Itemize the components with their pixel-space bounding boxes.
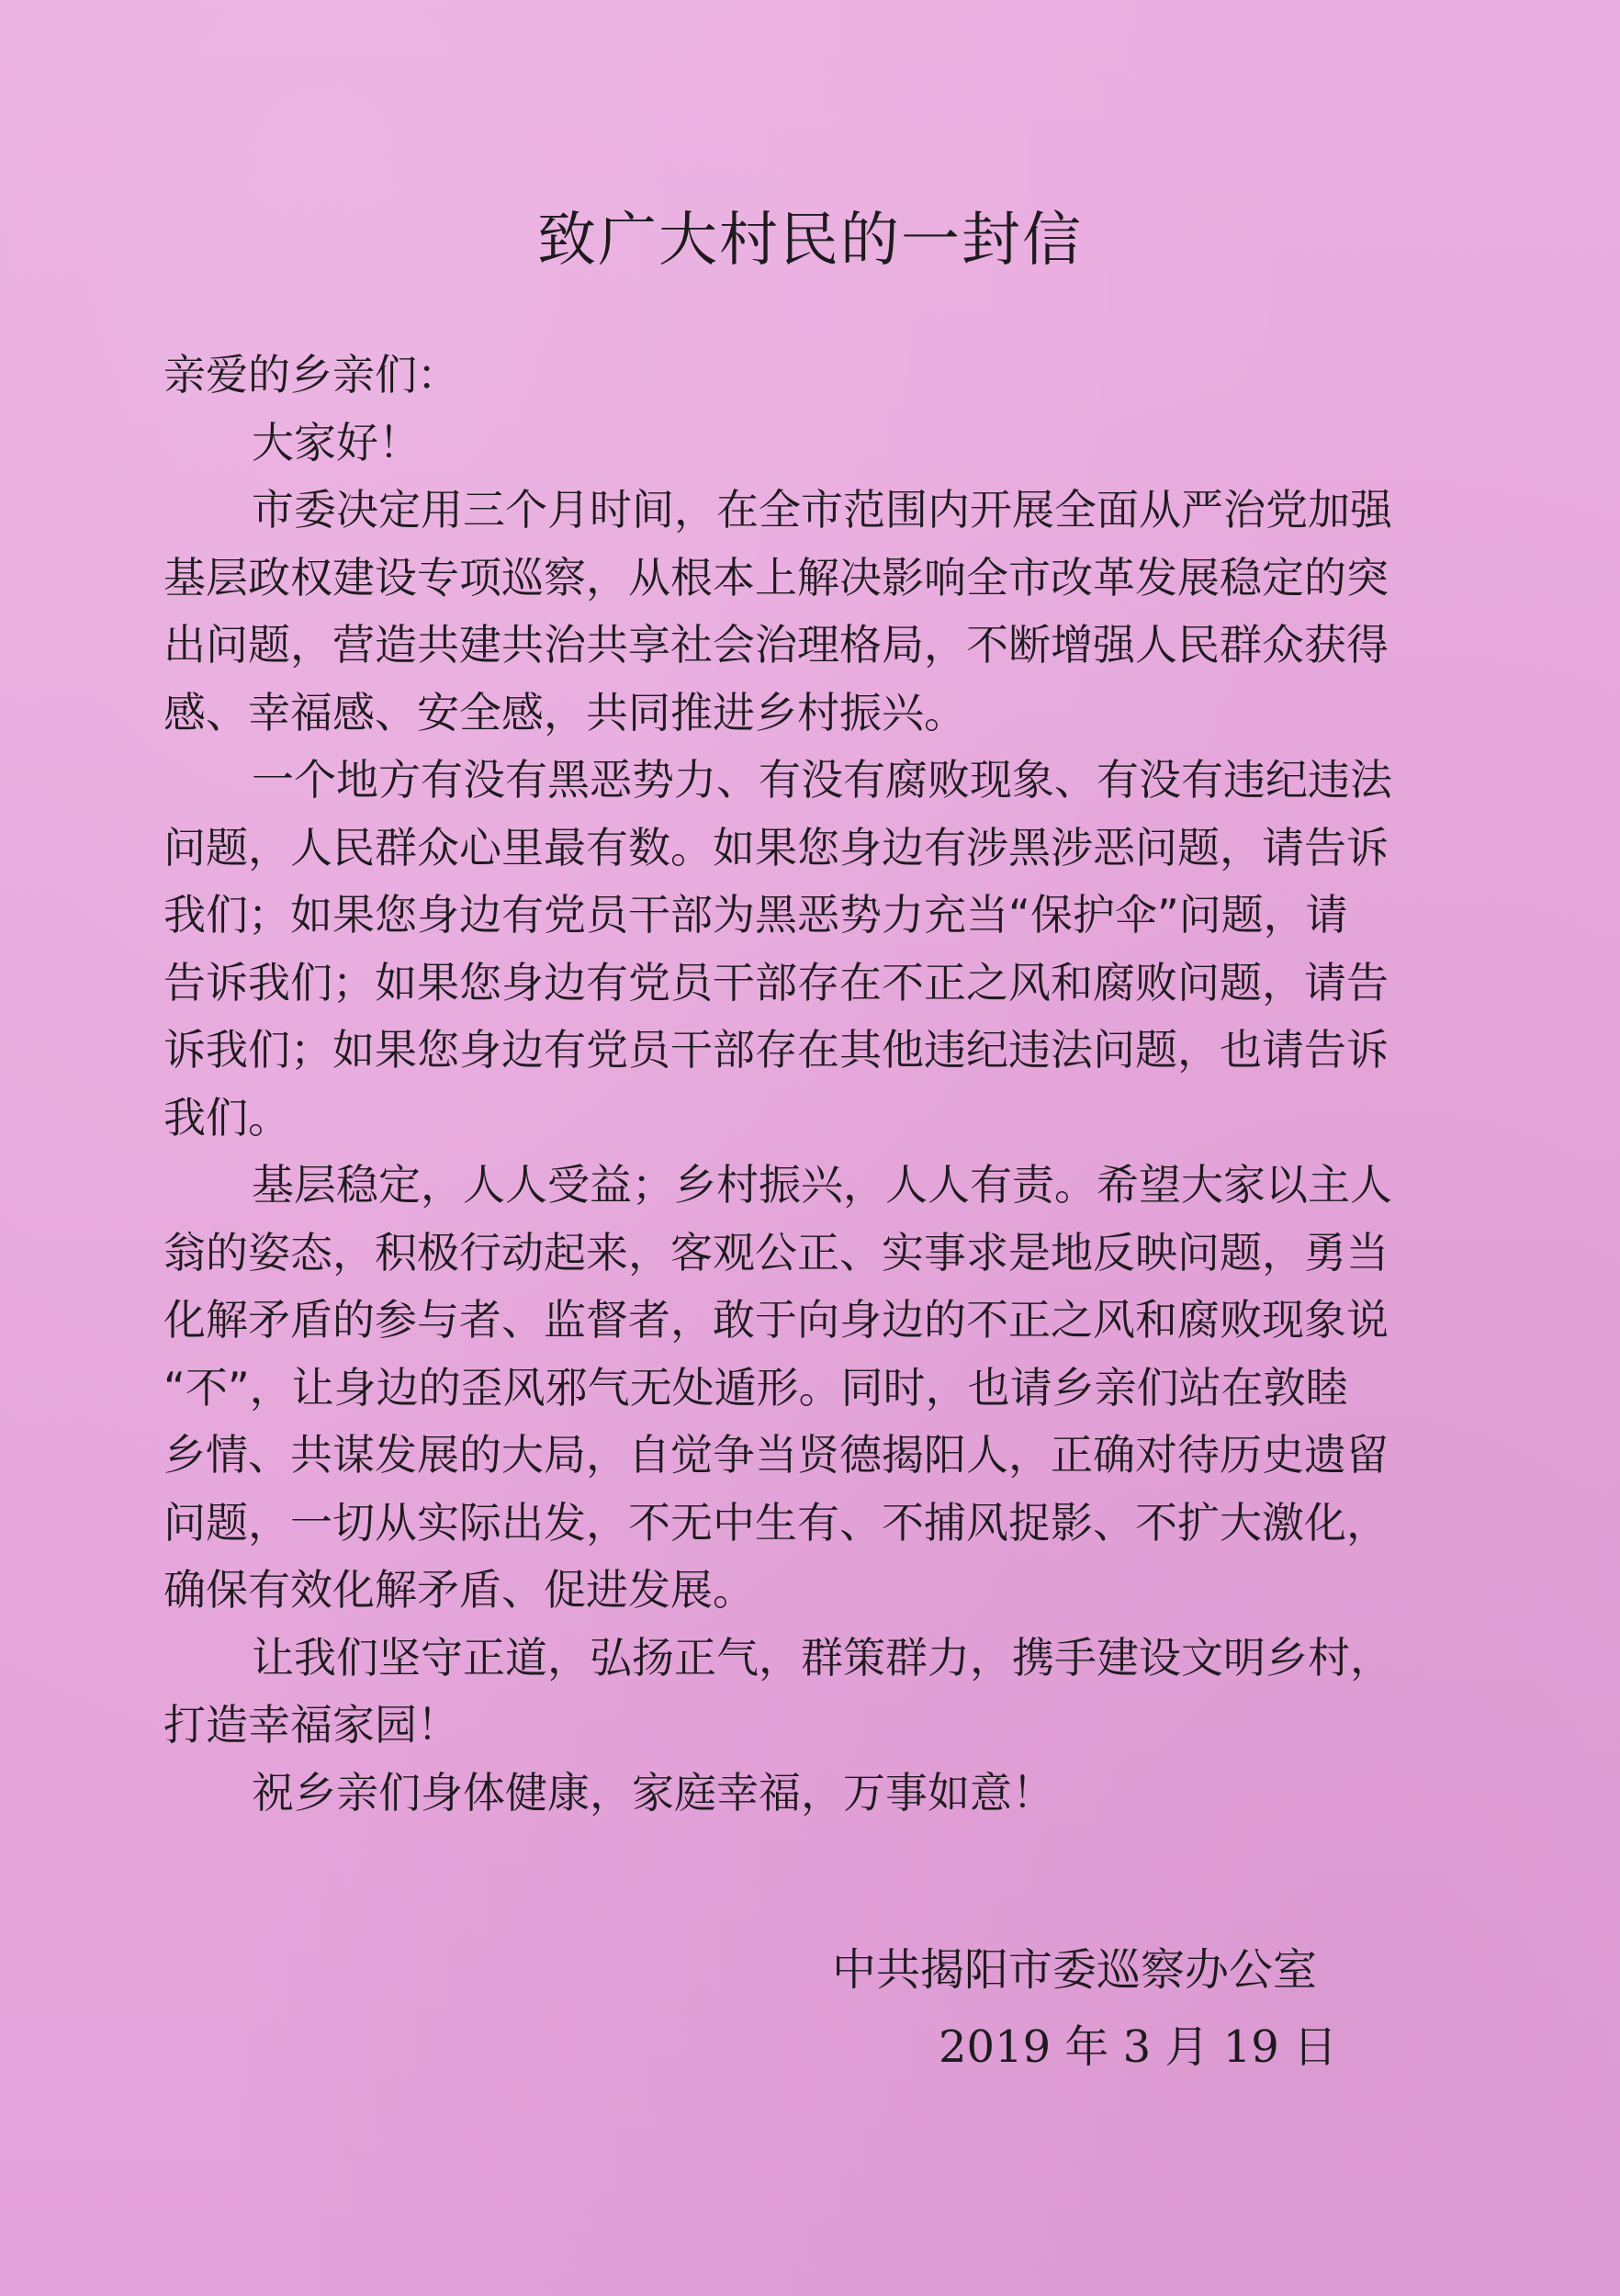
paragraph-line: 让我们坚守正道，弘扬正气，群策群力，携手建设文明乡村，	[252, 1632, 1392, 1683]
paragraph-line: 告诉我们；如果您身边有党员干部存在不正之风和腐败问题，请告	[163, 957, 1389, 1007]
paragraph-3	[163, 1152, 1458, 1625]
paragraph-line: 感、幸福感、安全感，共同推进乡村振兴。	[163, 687, 966, 737]
paragraph-line: 翁的姿态，积极行动起来，客观公正、实事求是地反映问题，勇当	[163, 1227, 1389, 1277]
signature-organization: 中共揭阳市委巡察办公室	[832, 1944, 1318, 1996]
greeting: 大家好！	[252, 417, 421, 467]
paragraph-line: 基层稳定，人人受益；乡村振兴，人人有责。希望大家以主人	[252, 1160, 1392, 1210]
paragraph-line: 我们；如果您身边有党员干部为黑恶势力充当“保护伞”问题，请	[163, 890, 1348, 940]
paragraph-line: 化解矛盾的参与者、监督者，敢于向身边的不正之风和腐败现象说	[163, 1295, 1389, 1345]
paragraph-line: 市委决定用三个月时间，在全市范围内开展全面从严治党加强	[252, 485, 1392, 535]
paragraph-line: 我们。	[163, 1092, 290, 1142]
paragraph-1	[163, 477, 1458, 747]
paragraph-line: 基层政权建设专项巡察，从根本上解决影响全市改革发展稳定的突	[163, 552, 1389, 602]
salutation: 亲爱的乡亲们：	[163, 350, 459, 400]
paragraph-2	[163, 747, 1458, 1152]
paragraph-4	[163, 1625, 1458, 1760]
paragraph-line: 一个地方有没有黑恶势力、有没有腐败现象、有没有违纪违法	[252, 755, 1392, 805]
paragraph-line: “不”，让身边的歪风邪气无处遁形。同时，也请乡亲们站在敦睦	[163, 1362, 1348, 1412]
paragraph-line: 出问题，营造共建共治共享社会治理格局，不断增强人民群众获得	[163, 620, 1389, 670]
paragraph-line: 乡情、共谋发展的大局，自觉争当贤德揭阳人，正确对待历史遗留	[163, 1430, 1389, 1480]
paragraph-5	[163, 1760, 1458, 1828]
letter-title: 致广大村民的一封信	[537, 207, 1083, 275]
paragraph-line: 祝乡亲们身体健康，家庭幸福，万事如意！	[252, 1767, 1054, 1818]
paragraph-line: 确保有效化解矛盾、促进发展。	[163, 1565, 755, 1615]
paragraph-line: 问题，人民群众心里最有数。如果您身边有涉黑涉恶问题，请告诉	[163, 822, 1389, 872]
paragraph-line: 诉我们；如果您身边有党员干部存在其他违纪违法问题，也请告诉	[163, 1025, 1389, 1075]
letter-body	[163, 342, 1458, 1827]
paragraph-line: 问题，一切从实际出发，不无中生有、不捕风捉影、不扩大激化，	[163, 1497, 1389, 1548]
paragraph-line: 打造幸福家园！	[163, 1700, 459, 1750]
signature-date: 2019 年 3 月 19 日	[939, 2021, 1338, 2073]
signature-block	[832, 1931, 1346, 2086]
